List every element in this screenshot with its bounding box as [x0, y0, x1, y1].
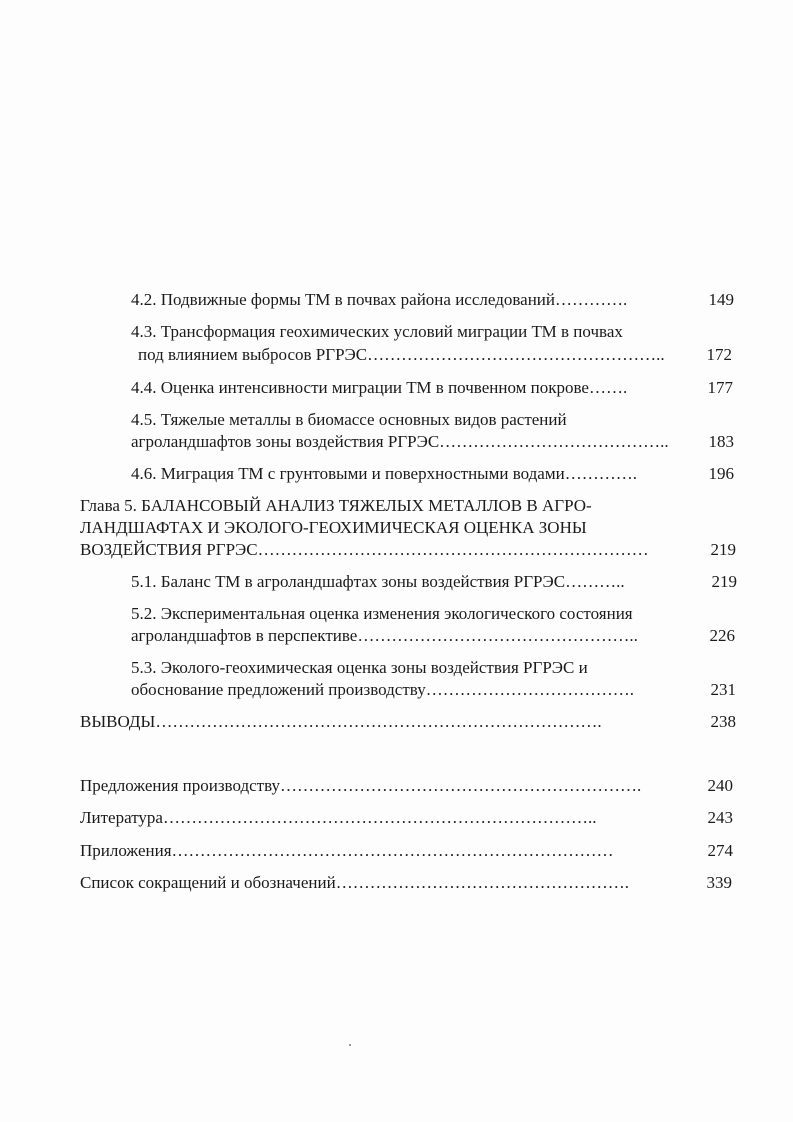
toc-entry-5-3-line1 — [131, 658, 588, 678]
toc-abbreviations — [80, 873, 629, 893]
toc-entry-text: Приложения — [80, 841, 172, 860]
toc-entry-text: Литература — [80, 808, 163, 827]
toc-entry-text: 4.5. Тяжелые металлы в биомассе основных видов растений — [131, 410, 567, 429]
toc-entry-leader: ……….. — [565, 572, 625, 591]
toc-entry-leader: ……………………………………………………………………. — [155, 712, 602, 731]
toc-entry-text: 4.6. Миграция ТМ с грунтовыми и поверхностными водами — [131, 464, 565, 483]
toc-chapter-5-line2 — [80, 518, 587, 538]
toc-page-number: 339 — [706, 873, 732, 892]
toc-entry-text: Глава 5. БАЛАНСОВЫЙ АНАЛИЗ ТЯЖЕЛЫХ МЕТАЛЛОВ В АГРО- — [80, 496, 592, 515]
toc-entry-5-2-line1 — [131, 604, 633, 624]
toc-entry-text: ВОЗДЕЙСТВИЯ РГРЭС — [80, 540, 258, 559]
toc-entry-5-2-line2 — [131, 626, 638, 646]
toc-entry-leader: ………………………………………….. — [357, 626, 638, 645]
toc-entry-text: обоснование предложений производству — [131, 680, 426, 699]
toc-entry-text: 4.3. Трансформация геохимических условий миграции ТМ в почвах — [131, 322, 623, 341]
toc-entry-5-3-line2 — [131, 680, 634, 700]
toc-entry-4-4 — [131, 378, 627, 398]
toc-page-number: 231 — [710, 680, 736, 699]
toc-page-number: 219 — [711, 572, 737, 591]
toc-entry-leader: ……. — [588, 378, 628, 397]
toc-entry-text: ВЫВОДЫ — [80, 712, 156, 731]
toc-entry-leader: ……………………………………………. — [335, 873, 629, 892]
toc-chapter-5-line1 — [80, 496, 592, 516]
scan-speck — [349, 1044, 351, 1046]
toc-entry-4-2 — [131, 290, 627, 310]
toc-entry-4-3-line2 — [138, 345, 665, 365]
toc-entry-text: 5.2. Экспериментальная оценка изменения экологического состояния — [131, 604, 633, 623]
toc-literature — [80, 808, 596, 828]
toc-entry-leader: ………………………………………………………. — [280, 776, 642, 795]
toc-entry-leader: …………………………………………………………………… — [171, 841, 614, 860]
toc-entry-leader: …………. — [555, 290, 628, 309]
toc-chapter-5-line3 — [80, 540, 649, 560]
toc-entry-leader: …………. — [564, 464, 637, 483]
toc-entry-text: Предложения производству — [80, 776, 281, 795]
toc-page-number: 226 — [709, 626, 735, 645]
toc-entry-leader: …………………………………………….. — [367, 345, 665, 364]
toc-page-number: 149 — [708, 290, 734, 309]
toc-entry-4-5-line1 — [131, 410, 567, 430]
toc-entry-text: 4.4. Оценка интенсивности миграции ТМ в почвенном покрове — [131, 378, 589, 397]
toc-conclusions — [80, 712, 602, 732]
toc-page-number: 240 — [707, 776, 733, 795]
toc-entry-leader: ………………………………….. — [439, 432, 669, 451]
toc-page-number: 238 — [710, 712, 736, 731]
toc-appendices — [80, 841, 614, 861]
toc-page-number: 243 — [707, 808, 733, 827]
toc-entry-text: ЛАНДШАФТАХ И ЭКОЛОГО-ГЕОХИМИЧЕСКАЯ ОЦЕНКА ЗОНЫ — [80, 518, 587, 537]
toc-entry-4-5-line2 — [131, 432, 669, 452]
toc-page-number: 196 — [708, 464, 734, 483]
toc-proposals — [80, 776, 641, 796]
toc-entry-leader: ………………………………………………………………….. — [162, 808, 597, 827]
toc-entry-text: под влиянием выбросов РГРЭС — [138, 345, 368, 364]
toc-page-number: 274 — [707, 841, 733, 860]
toc-entry-text: агроландшафтов зоны воздействия РГРЭС — [131, 432, 440, 451]
toc-entry-text: 5.1. Баланс ТМ в агроландшафтах зоны воздействия РГРЭС — [131, 572, 566, 591]
toc-entry-leader: …………………………………………………………… — [257, 540, 649, 559]
toc-entry-text: агроландшафтов в перспективе — [131, 626, 358, 645]
toc-entry-text: 4.2. Подвижные формы ТМ в почвах района исследований — [131, 290, 555, 309]
toc-entry-5-1 — [131, 572, 625, 592]
toc-entry-leader: ………………………………. — [425, 680, 634, 699]
toc-entry-text: Список сокращений и обозначений — [80, 873, 336, 892]
toc-entry-4-6 — [131, 464, 637, 484]
toc-page-number: 177 — [707, 378, 733, 397]
toc-page-number: 183 — [708, 432, 734, 451]
toc-page-number: 172 — [706, 345, 732, 364]
toc-entry-text: 5.3. Эколого-геохимическая оценка зоны воздействия РГРЭС и — [131, 658, 588, 677]
toc-page-number: 219 — [710, 540, 736, 559]
toc-entry-4-3-line1 — [131, 322, 623, 342]
